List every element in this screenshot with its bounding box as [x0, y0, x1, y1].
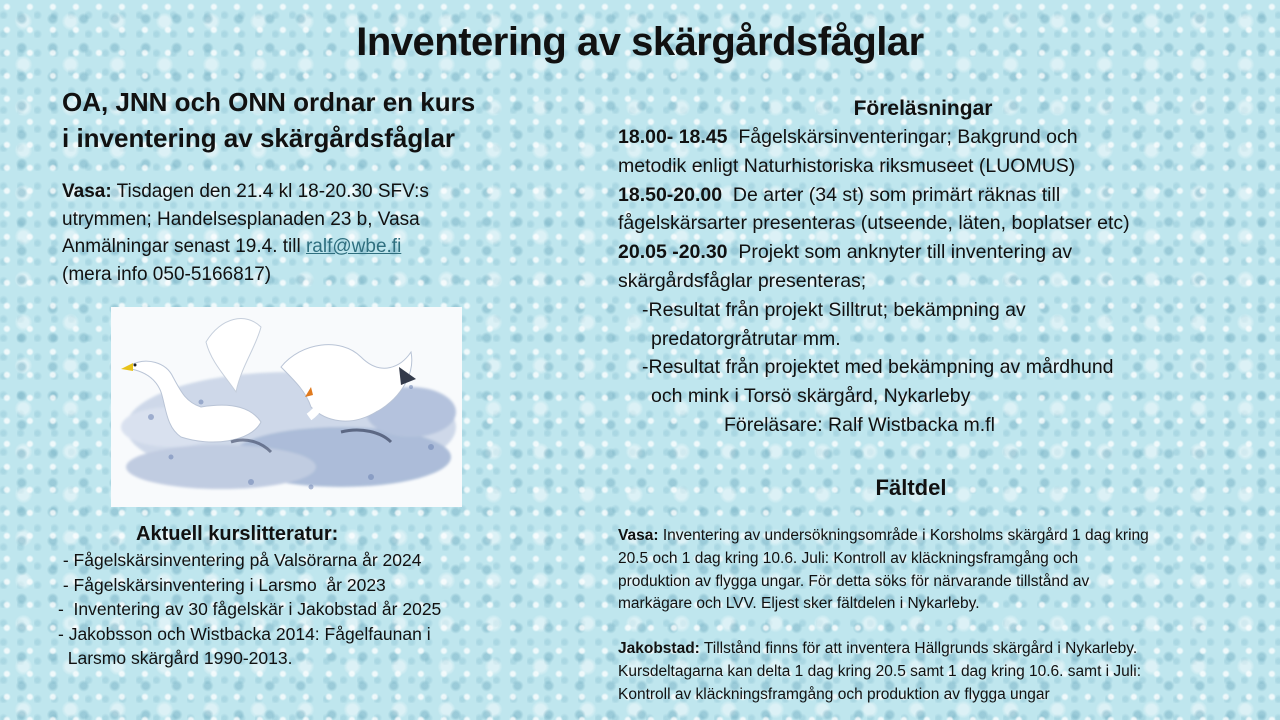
- vasa-location: utrymmen; Handelsesplanaden 23 b, Vasa: [62, 208, 420, 230]
- lecturer: Föreläsare: Ralf Wistbacka m.fl: [724, 413, 995, 436]
- project-2: -Resultat från projektet med bekämpning av mårdhund: [642, 356, 1114, 379]
- project-2-cont: och mink i Torsö skärgård, Nykarleby: [651, 385, 971, 408]
- field-title: Fältdel: [875, 475, 947, 500]
- page-title: Inventering av skärgårdsfåglar: [356, 20, 924, 64]
- registration-text: Anmälningar senast 19.4. till: [62, 236, 306, 257]
- headline-line-1: OA, JNN och ONN ordnar en kurs: [62, 87, 476, 117]
- headline: [62, 84, 582, 156]
- field-vasa-text-3: produktion av flygga ungar. För detta söks för närvarande tillstånd av: [618, 572, 1090, 590]
- session-2-text-2: fågelskärsarter presenteras (utseende, läten, boplatser etc): [618, 212, 1130, 235]
- literature-item: - Inventering av 30 fågelskär i Jakobstad år 2025: [58, 599, 442, 619]
- headline-line-2: i inventering av skärgårdsfåglar: [62, 123, 456, 153]
- field-vasa-label: Vasa:: [618, 527, 659, 544]
- session-2-text: De arter (34 st) som primärt räknas till: [722, 183, 1061, 206]
- more-info: (mera info 050-5166817): [62, 263, 272, 285]
- lectures-list: [618, 123, 1258, 440]
- session-3-text: Projekt som anknyter till inventering av: [727, 241, 1073, 264]
- session-3-text-2: skärgårdsfåglar presenteras;: [618, 269, 867, 292]
- project-1: -Resultat från projekt Silltrut; bekämpning av: [642, 298, 1026, 321]
- field-jakobstad-text: Tillstånd finns för att inventera Hällgrunds skärgård i Nykarleby.: [699, 640, 1138, 658]
- swans-illustration: [111, 307, 462, 507]
- field-jakobstad-text-2: Kursdeltagarna kan delta 1 dag kring 20.5 samt 1 dag kring 10.6. samt i Juli:: [618, 662, 1141, 680]
- literature-item: - Fågelskärsinventering i Larsmo år 2023: [58, 574, 386, 595]
- field-vasa-text-4: markägare och LVV. Eljest sker fältdelen i Nykarleby.: [618, 595, 980, 613]
- project-1-cont: predatorgråtrutar mm.: [651, 327, 841, 350]
- vasa-date: Tisdagen den 21.4 kl 18-20.30 SFV:s: [111, 181, 429, 202]
- vasa-label: Vasa:: [62, 181, 112, 202]
- course-intro: [62, 84, 582, 288]
- field-jakobstad-label: Jakobstad:: [618, 640, 700, 658]
- literature-item: - Jakobsson och Wistbacka 2014: Fågelfaunan i: [58, 623, 431, 644]
- session-1-text: Fågelskärsinventeringar; Bakgrund och: [727, 126, 1078, 148]
- field-vasa-text: Inventering av undersökningsområde i Korsholms skärgård 1 dag kring: [658, 527, 1149, 544]
- session-2-time: 18.50-20.00: [618, 183, 723, 206]
- session-1-time: 18.00- 18.45: [618, 126, 728, 148]
- session-3-time: 20.05 -20.30: [618, 241, 728, 264]
- vasa-info: [62, 178, 582, 288]
- swans-drawing: [111, 307, 462, 507]
- session-1-text-2: metodik enligt Naturhistoriska riksmuseet (LUOMUS): [618, 154, 1076, 177]
- field-jakobstad-text-3: Kontroll av kläckningsframgång och produktion av flygga ungar: [618, 685, 1050, 703]
- course-literature: [58, 520, 578, 671]
- field-vasa-text-2: 20.5 och 1 dag kring 10.6. Juli: Kontroll av kläckningsframgång och: [618, 549, 1079, 567]
- email-link[interactable]: ralf@wbe.fi: [305, 236, 402, 257]
- lectures-section: [618, 97, 1258, 440]
- literature-item: - Fågelskärsinventering på Valsörarna år 2024: [58, 550, 422, 570]
- lectures-title: Föreläsningar: [853, 97, 993, 120]
- field-section: [618, 525, 1258, 707]
- literature-title: Aktuell kurslitteratur:: [136, 523, 339, 545]
- literature-item: Larsmo skärgård 1990-2013.: [58, 648, 293, 668]
